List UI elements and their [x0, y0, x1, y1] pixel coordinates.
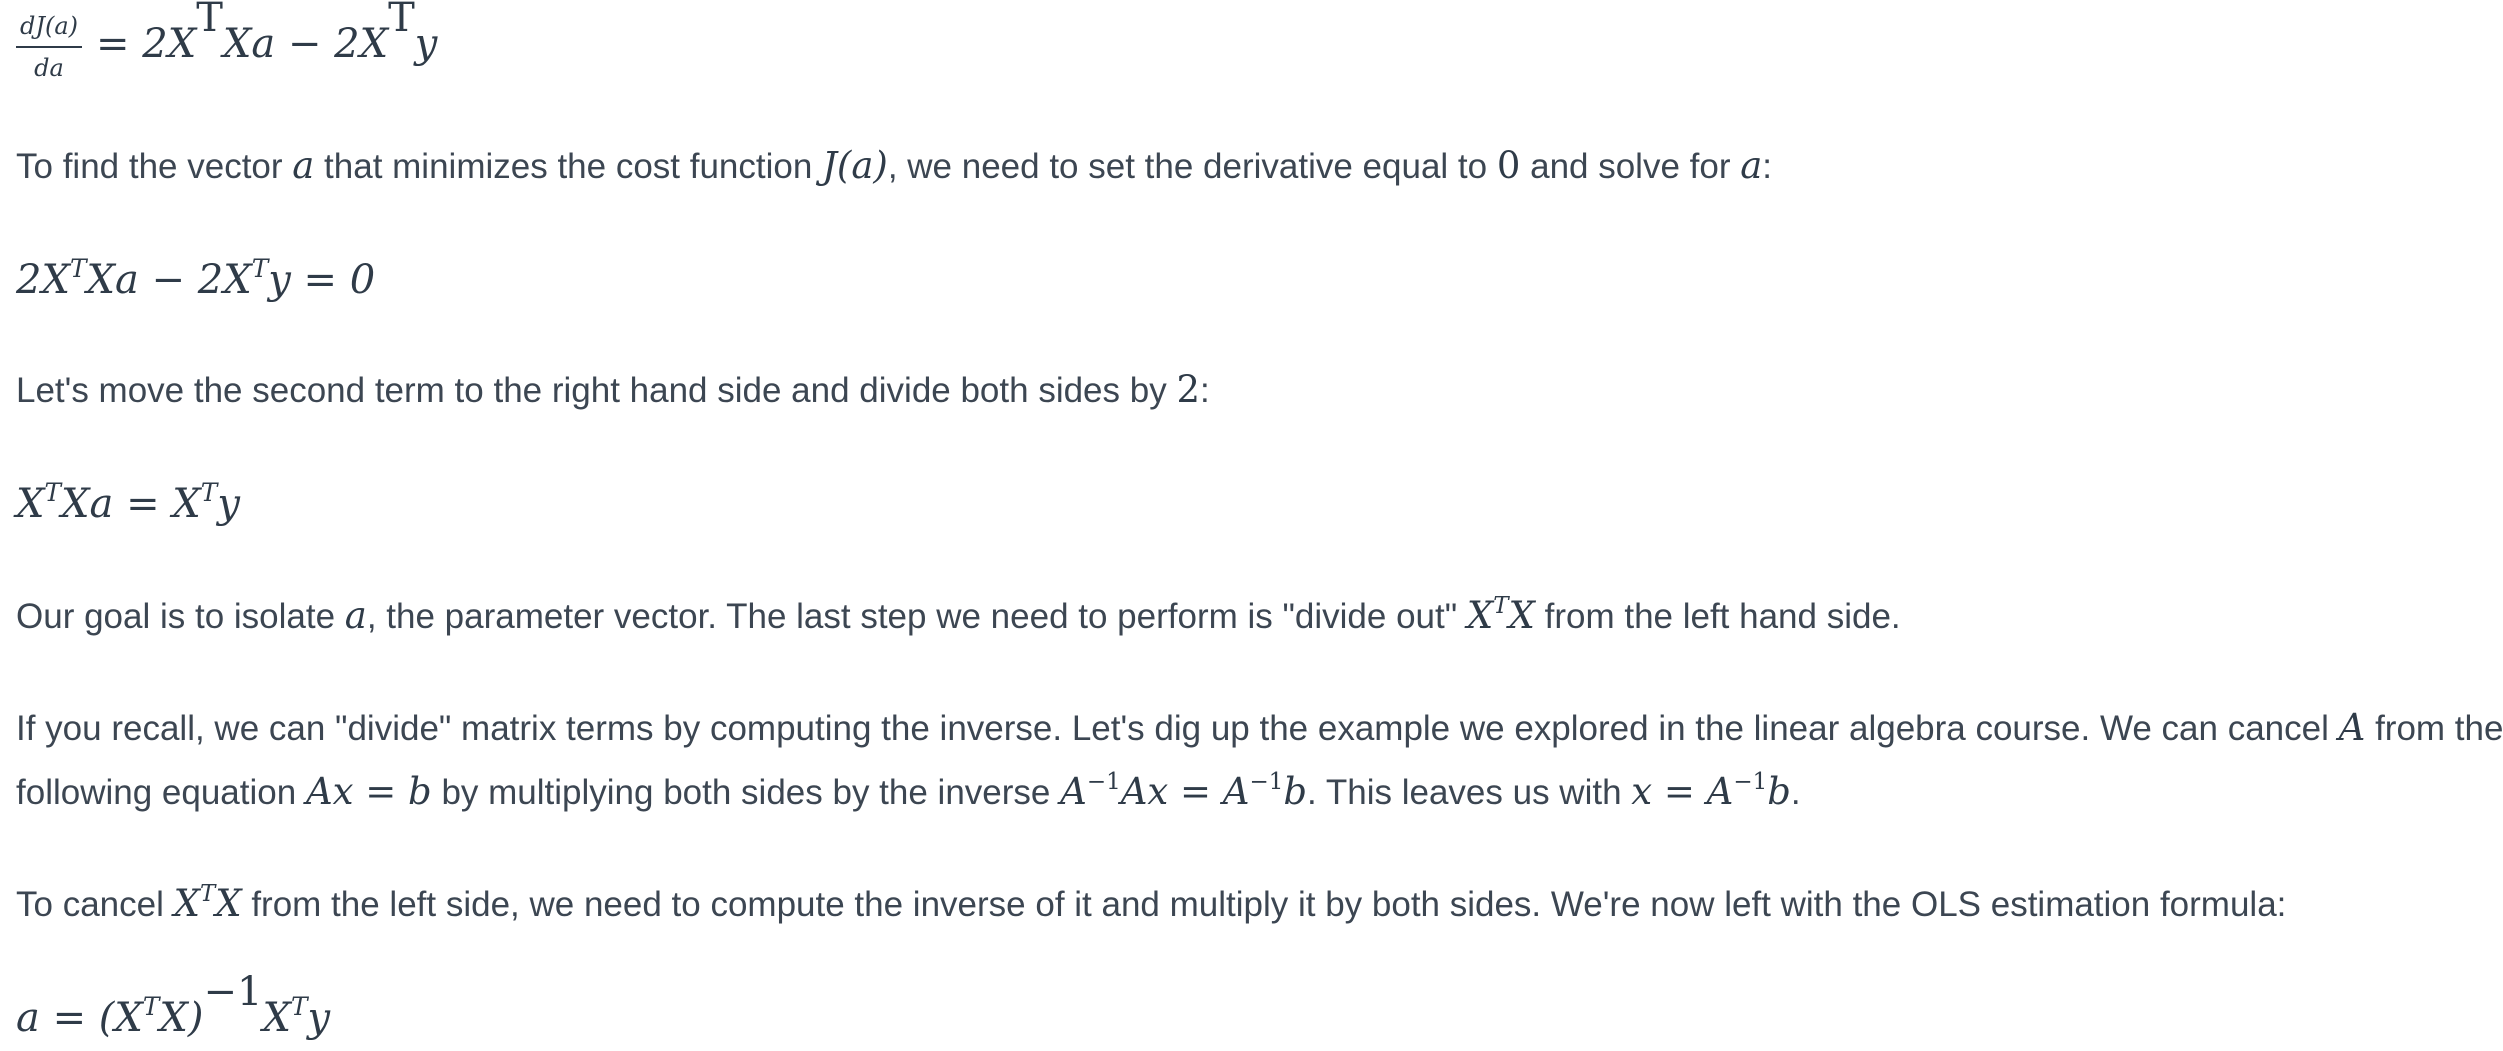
- paragraph-inverse: [16, 696, 2503, 824]
- paragraph-line: [16, 696, 2503, 760]
- text: that minimizes the cost function: [314, 147, 823, 186]
- rhs-part: Xa − 2X: [222, 21, 389, 67]
- paragraph-line: [16, 760, 2503, 824]
- text: To cancel: [16, 885, 174, 924]
- transpose-sup: T: [1493, 593, 1509, 620]
- eq-part: Ax = A: [1120, 770, 1250, 813]
- math-x-solution: [1631, 770, 1791, 813]
- text: by multiplying both sides by the inverse: [431, 773, 1061, 812]
- eq-part: y: [307, 995, 331, 1041]
- math-inverse-product: [1060, 770, 1307, 813]
- ols-formula: [16, 969, 331, 1048]
- eq-part: x = A: [1631, 770, 1734, 813]
- rhs-part: y: [414, 21, 438, 67]
- text: .: [1790, 773, 1801, 812]
- eq-part: X: [173, 882, 200, 925]
- fraction-numerator: dJ(a): [16, 12, 82, 48]
- math-a: a: [344, 594, 367, 637]
- text: Our goal is to isolate: [16, 597, 345, 636]
- eq-part: X: [1508, 594, 1535, 637]
- paragraph-cancel: [16, 872, 2286, 936]
- eq-part: Xa − 2X: [86, 257, 252, 303]
- text: If you recall, we can "divide" matrix terms by computing the inverse. Let's dig up the example we explored in the linear algebra course. We can cancel: [16, 709, 2339, 748]
- transpose-sup: T: [196, 0, 223, 41]
- text: following equation: [16, 773, 306, 812]
- equation-set-zero: [16, 250, 375, 310]
- text: To find the vector: [16, 147, 293, 186]
- paragraph-minimize: [16, 134, 1772, 198]
- math-a: a: [292, 144, 315, 187]
- text: . This leaves us with: [1307, 773, 1632, 812]
- math-xtx: [1467, 594, 1535, 637]
- eq-part: X: [215, 882, 242, 925]
- eq-part: X: [262, 995, 291, 1041]
- text: and solve for: [1520, 147, 1741, 186]
- fraction-denominator: da: [34, 54, 64, 82]
- text: from the left hand side.: [1534, 597, 1901, 636]
- equation-normal: [16, 474, 240, 534]
- derivative-equation: [16, 0, 438, 82]
- eq-part: b: [1283, 770, 1308, 813]
- text: :: [1762, 147, 1773, 186]
- eq-part: Xa = X: [61, 481, 201, 527]
- rhs-part: = 2X: [96, 21, 197, 67]
- transpose-sup: T: [290, 991, 308, 1021]
- text: , we need to set the derivative equal to: [887, 147, 1497, 186]
- derivative-fraction: [16, 12, 82, 82]
- text: :: [1199, 371, 1210, 410]
- math-two: 2: [1176, 368, 1200, 411]
- transpose-sup: T: [142, 991, 160, 1021]
- inverse-sup: −1: [1733, 769, 1768, 796]
- inverse-sup: −1: [203, 969, 263, 1015]
- eq-part: X: [1466, 594, 1494, 637]
- eq-part: a = (X: [16, 995, 143, 1041]
- derivative-rhs: [96, 0, 438, 67]
- eq-part: X): [159, 995, 204, 1041]
- text: , the parameter vector. The last step we need to perform is "divide out": [366, 597, 1467, 636]
- eq-part: b: [1767, 770, 1791, 813]
- math-xtx: [174, 882, 242, 925]
- eq-part: 2X: [16, 257, 70, 303]
- transpose-sup: T: [199, 881, 216, 908]
- transpose-sup: T: [251, 253, 269, 283]
- eq-part: y = 0: [268, 257, 376, 303]
- math-a: a: [1740, 144, 1763, 187]
- transpose-sup: T: [388, 0, 415, 41]
- transpose-sup: T: [69, 253, 87, 283]
- transpose-sup: T: [44, 477, 62, 507]
- eq-part: A: [1060, 770, 1087, 813]
- text: Let's move the second term to the right hand side and divide both sides by: [16, 371, 1177, 410]
- math-A: A: [2338, 706, 2366, 749]
- paragraph-move-term: [16, 358, 1210, 422]
- inverse-sup: −1: [1249, 769, 1284, 796]
- transpose-sup: T: [200, 477, 218, 507]
- text: from the left side, we need to compute the inverse of it and multiply it by both sides. We're now left with the OLS estimation formula:: [241, 885, 2287, 924]
- text: from the: [2365, 709, 2503, 748]
- paragraph-isolate: [16, 584, 1901, 648]
- math-zero: 0: [1496, 144, 1521, 187]
- eq-part: y: [217, 481, 240, 527]
- math-cost-function: J(a): [822, 144, 888, 187]
- math-ax-b: Ax = b: [305, 770, 432, 813]
- eq-part: X: [16, 481, 45, 527]
- inverse-sup: −1: [1086, 769, 1121, 796]
